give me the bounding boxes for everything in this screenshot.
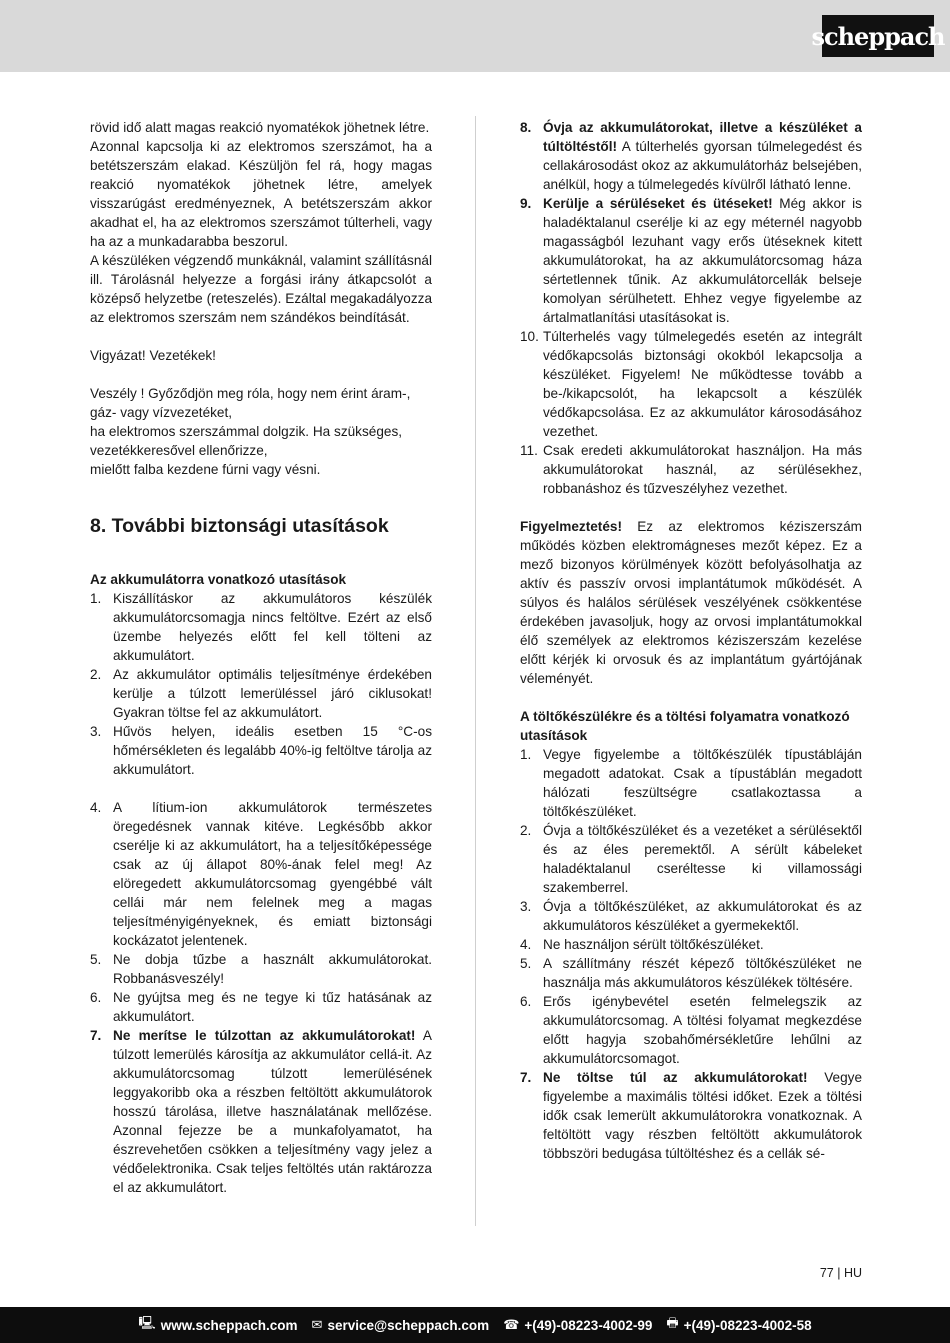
list-item: 8. Óvja az akkumulátorokat, illetve a készüléket a túltöltéstől! A túlterhelés gyorsan túlmelegedést és cellakárosodást okoz az akkumulátorház belsejében, anélkül, hogy a túlmelegedés kívülről látható lenne. xyxy=(520,120,862,192)
danger-line: mielőtt falba kezdene fúrni vagy vésni. xyxy=(90,462,321,477)
list-item: 3. Óvja a töltőkészüléket, az akkumulátorokat és az akkumulátoros készüléket a gyermekektől. xyxy=(520,899,862,933)
footer-website[interactable]: 🖳 www.scheppach.com xyxy=(138,1314,297,1336)
list-item: 6. Erős igénybevétel esetén felmelegszik az akkumulátorcsomag. A töltési folyamat megkezdése előtt hagyja szobahőmérsékletűre lehűlni az akkumulátorcsomagot. xyxy=(520,994,862,1066)
list-item: 3. Hűvös helyen, ideális esetben 15 °C-os hőmérsékleten és legalább 40%-ig feltöltve tárolja az akkumulátort. xyxy=(90,724,432,777)
list-item: 6. Ne gyújtsa meg és ne tegye ki tűz hatásának az akkumulátort. xyxy=(90,990,432,1024)
right-column xyxy=(520,118,862,1163)
list-item: 9. Kerülje a sérüléseket és ütéseket! Még akkor is haladéktalanul cserélje ki az egy méternél nagyobb magasságból lezuhant vagy erős ütéseknek kitett akkumulátorokat, ha az akkumulátorcsomag háza sértetlennek tűnik. Az akkumulátorcellák belseje komolyan sérülhetett. Ehhez vegye figyelembe az ártalmatlanítási utasításokat is. xyxy=(520,196,862,325)
list-item: 1. Kiszállításkor az akkumulátoros készülék akkumulátorcsomagja nincs feltöltve. Ezért az első üzembe helyezés előtt fel kell tölteni az akkumulátort. xyxy=(90,591,432,663)
charger-list xyxy=(520,745,862,1163)
footer-bar xyxy=(0,1307,950,1343)
list-item: 2. Az akkumulátor optimális teljesítménye érdekében kerülje a túlzott lemerüléssel járó ciklusokat! Gyakran töltse fel az akkumulátort. xyxy=(90,667,432,720)
danger-line: Veszély ! Győződjön meg róla, hogy nem érint áram-, gáz- vagy vízvezetéket, xyxy=(90,386,411,420)
phone-icon: ☎ xyxy=(503,1317,520,1332)
footer-phone[interactable]: ☎ +(49)-08223-4002-99 xyxy=(503,1317,653,1333)
charger-heading: A töltőkészülékre és a töltési folyamatra vonatkozó utasítások xyxy=(520,709,850,743)
intro-paragraph: A készüléken végzendő munkáknál, valamint szállításnál ill. Tárolásnál helyezze a forgási irány átkapcsolót a középső helyzetbe (reteszelés). Ezáltal megakadályozza az elektromos szerszám nem szándékos beindítását. xyxy=(90,253,432,325)
list-item: 5. Ne dobja tűzbe a használt akkumulátorokat. Robbanásveszély! xyxy=(90,952,432,986)
list-item: 7. Ne töltse túl az akkumulátorokat! Vegye figyelembe a maximális töltési időket. Ezek a töltési idők csak lemerült akkumulátorokra vonatkoznak. A feltöltött vagy részben feltöltött akkumulátorok többszöri bedugása túltöltéshez és a cellák sé- xyxy=(520,1070,862,1161)
battery-list-continued xyxy=(520,118,862,498)
scheppach-logo: scheppach xyxy=(822,15,934,57)
list-item: 5. A szállítmány részét képező töltőkészüléket ne használja más akkumulátoros készülékek töltésére. xyxy=(520,956,862,990)
computer-icon: 🖳 xyxy=(138,1315,156,1330)
em-field-warning: Figyelmeztetés! Ez az elektromos kéziszerszám működés közben elektromágneses mezőt képez. Ez a mező bizonyos körülmények között befolyásolhatja az aktív és passzív orvosi implantátumok működését. A súlyos és halálos sérülések veszélyének csökkentése érdekében javasoljuk, hogy az orvosi implantátumokkal élő személyek az elektromos kéziszerszám kezelése előtt kérjék ki orvosuk és az implantátum gyártójának véleményét. xyxy=(520,519,862,686)
section-title: 8. További biztonsági utasítások xyxy=(90,515,389,537)
header-bar xyxy=(0,0,950,72)
warning-label: Figyelmeztetés! xyxy=(520,519,622,534)
danger-line: ha elektromos szerszámmal dolgzik. Ha szükséges, vezetékkeresővel ellenőrizze, xyxy=(90,424,403,458)
list-item: 11. Csak eredeti akkumulátorokat használjon. Ha más akkumulátorokat használ, az sérülésekhez, robbanáshoz és tűzveszélyhez vezethet. xyxy=(520,443,862,496)
list-item: 2. Óvja a töltőkészüléket és a vezetéket a sérülésektől és az éles peremektől. A sérült kábeleket haladéktalanul cseréltesse ki villamossági szakemberrel. xyxy=(520,823,862,895)
list-item: 4. Ne használjon sérült töltőkészüléket. xyxy=(520,937,764,952)
battery-heading: Az akkumulátorra vonatkozó utasítások xyxy=(90,572,347,587)
footer-email[interactable]: ✉ service@scheppach.com xyxy=(311,1317,490,1333)
intro-paragraph: Azonnal kapcsolja ki az elektromos szerszámot, ha a betétszerszám elakad. Készüljön fel rá, hogy magas reakció nyomatékok jöhetnek létre, amelyek visszarúgást eredményeznek, A betétszerszám akkor akadhat el, ha az elektromos szerszámot túlterheli, vagy ha az a munkadarabba beszorul. xyxy=(90,139,432,249)
column-divider xyxy=(475,116,476,1226)
mail-icon: ✉ xyxy=(311,1317,323,1332)
warning-title: Vigyázat! Vezetékek! xyxy=(90,348,216,363)
battery-list xyxy=(90,589,432,1197)
list-item: 10. Túlterhelés vagy túlmelegedés esetén az integrált védőkapcsolás biztonsági okokból lekapcsolja a készüléket. Figyelem! Ne működtesse tovább a be-/kikapcsolót, ha lekapcsolt a készülék védőkapcsolása. Ez az akkumulátor károsodásához vezethet. xyxy=(520,329,862,439)
left-column xyxy=(90,118,432,1197)
list-item: 1. Vegye figyelembe a töltőkészülék típustábláján megadott adatokat. Csak a típustáblán megadott hálózati feszültségre csatlakoztassa a töltőkészüléket. xyxy=(520,747,862,819)
fax-icon: 🖶 xyxy=(666,1315,679,1330)
page-number: 77 | HU xyxy=(819,1266,862,1280)
footer-fax: 🖶 +(49)-08223-4002-58 xyxy=(666,1314,811,1336)
list-item: 7. Ne merítse le túlzottan az akkumulátorokat! A túlzott lemerülés károsítja az akkumulátor cellá-it. Az akkumulátorcsomag túlzott lemerülésének leggyakoribb oka a részben feltöltött akkumulátorok hosszú tárolása, illetve használatának mellőzése. Azonnal fejezze be a munkafolyamatot, ha észrevehetően csökken a teljesítmény vagy jelez a védőelektronika. Csak teljes feltöltés után raktározza el az akkumulátort. xyxy=(90,1028,432,1195)
list-item: 4. A lítium-ion akkumulátorok természetes öregedésnek vannak kitéve. Legkésőbb akkor cserélje ki az akkumulátort, ha a teljesítőképessége csak az új állapot 80%-ának felel meg! Az elöregedett akkumulátorcsomag gyengébbé vált cellái már nem felelnek meg a magas teljesítményigényeknek, és emiatt biztonsági kockázatot jelentenek. xyxy=(90,800,432,948)
intro-paragraph: rövid idő alatt magas reakció nyomatékok jöhetnek létre. xyxy=(90,120,430,135)
